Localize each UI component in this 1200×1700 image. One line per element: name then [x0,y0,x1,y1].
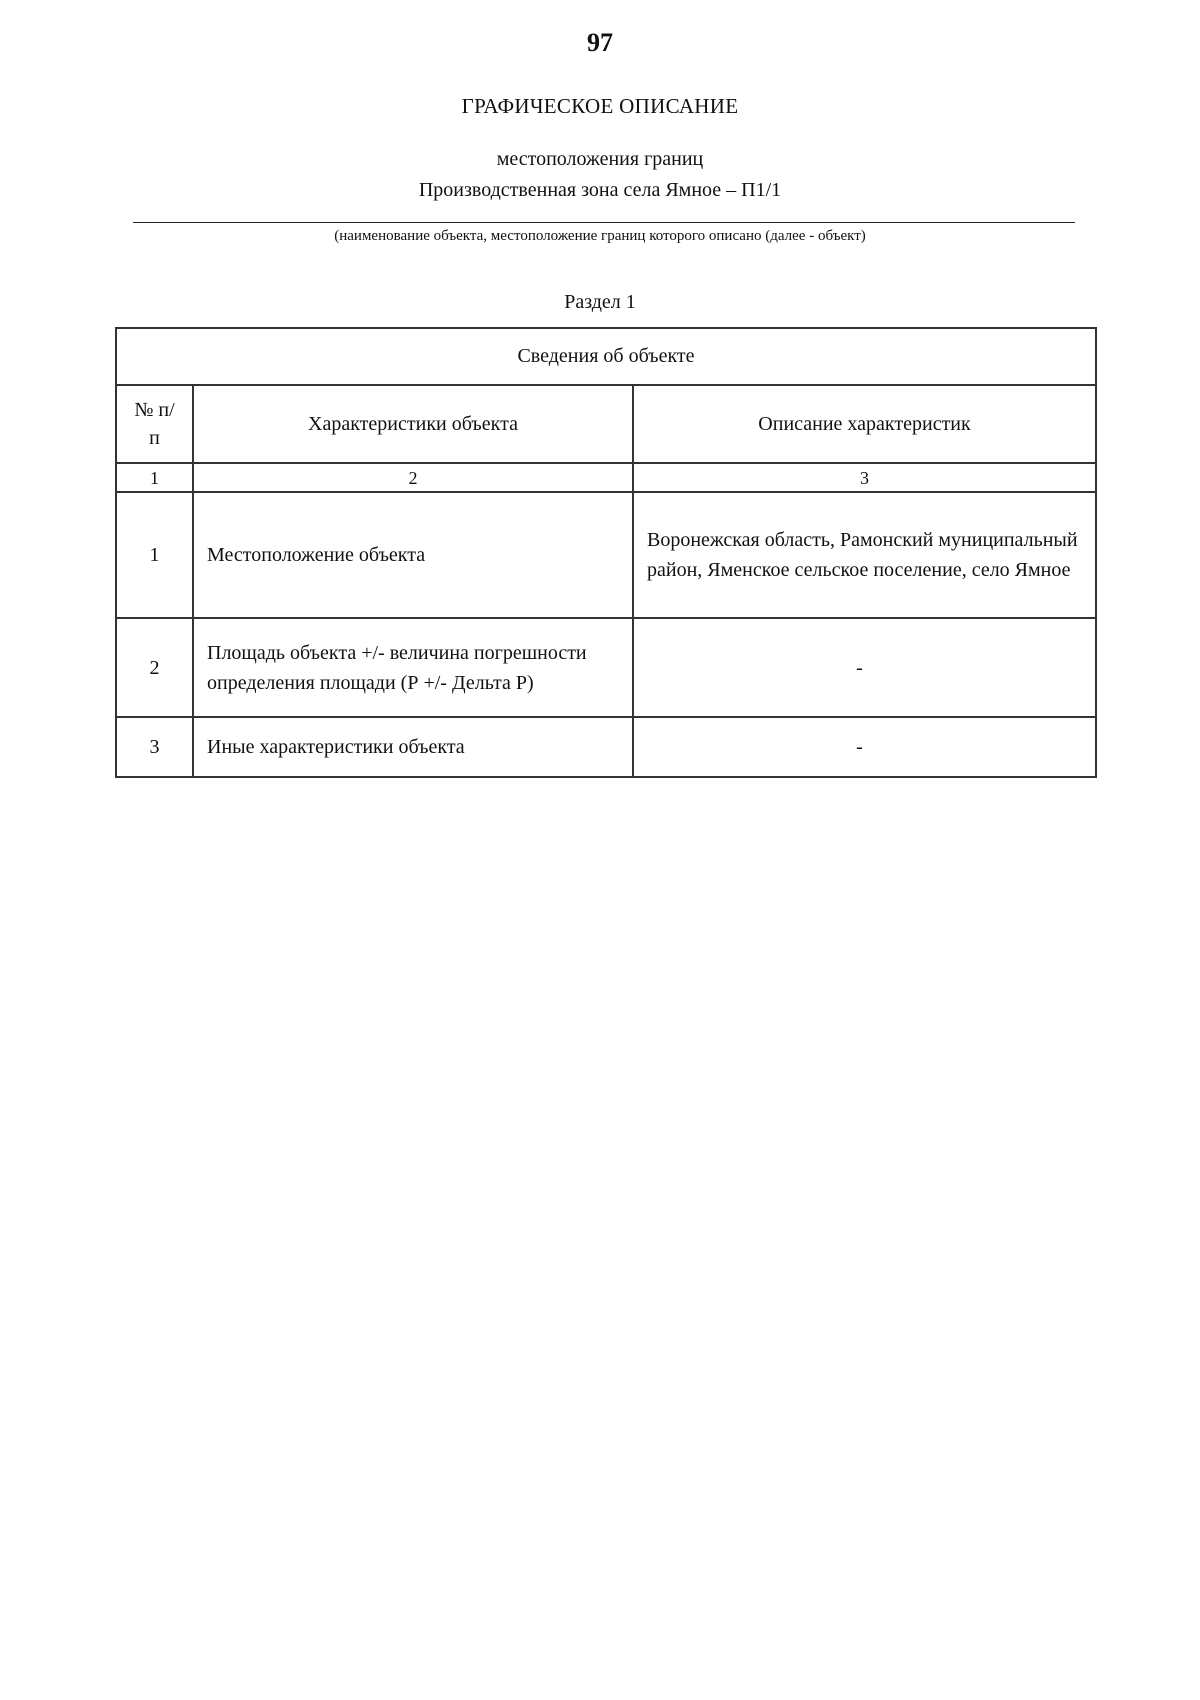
column-numbering-row [116,463,1096,492]
column-number: 2 [193,463,633,492]
row-description: - [633,618,1096,717]
row-num: 2 [116,618,193,717]
table-header-row [116,385,1096,463]
column-number: 3 [633,463,1096,492]
object-name: Производственная зона села Ямное – П1/1 [418,179,782,201]
section-title: Раздел 1 [564,291,636,313]
header-num-label: № п/п [134,399,175,449]
table-caption-row [116,328,1096,385]
header-characteristic: Характеристики объекта [193,385,633,463]
table-row [116,492,1096,618]
object-info-table [115,327,1097,778]
header-description: Описание характеристик [633,385,1096,463]
object-name-underline [133,222,1075,223]
row-description: - [633,717,1096,777]
row-num: 3 [116,717,193,777]
table-caption: Сведения об объекте [116,328,1096,385]
column-number: 1 [116,463,193,492]
row-description: Воронежская область, Рамонский муниципальный район, Яменское сельское поселение, село Ямное [633,492,1096,618]
row-num: 1 [116,492,193,618]
table-row [116,717,1096,777]
row-characteristic: Местоположение объекта [193,492,633,618]
page-number: 97 [587,28,613,57]
document-title: ГРАФИЧЕСКОЕ ОПИСАНИЕ [461,94,739,118]
row-characteristic: Иные характеристики объекта [193,717,633,777]
row-characteristic: Площадь объекта +/- величина погрешности определения площади (Р +/- Дельта Р) [193,618,633,717]
document-subtitle: местоположения границ [496,148,704,170]
table-row [116,618,1096,717]
header-num [116,385,193,463]
object-name-caption: (наименование объекта, местоположение границ которого описано (далее - объект) [334,228,866,244]
